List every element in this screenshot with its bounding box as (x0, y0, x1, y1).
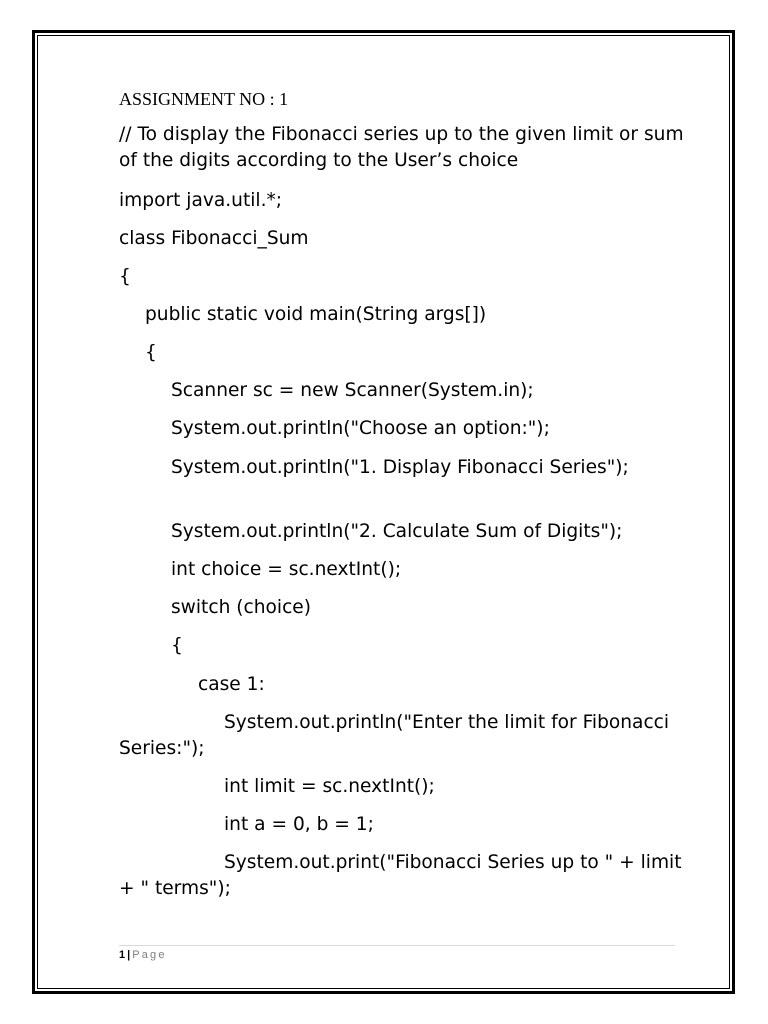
code-line-import: import java.util.*; (119, 190, 283, 211)
code-line-case1: case 1: (198, 674, 265, 695)
code-line-open-brace-main: { (145, 342, 157, 363)
code-line-switch: switch (choice) (171, 597, 311, 618)
code-line-println-limit: System.out.println("Enter the limit for Fibonacci Series:"); (119, 712, 670, 759)
code-comment: // To display the Fibonacci series up to the given limit or sum of the digits according to the User’s choice (119, 124, 684, 171)
page-border-inner (37, 35, 730, 989)
code-line-choice: int choice = sc.nextInt(); (171, 559, 402, 580)
code-line-limit: int limit = sc.nextInt(); (224, 776, 435, 797)
code-line-println-option1: System.out.println("1. Display Fibonacci Series"); (171, 457, 629, 478)
code-line-open-brace-switch: { (171, 635, 183, 656)
code-line-ab: int a = 0, b = 1; (224, 814, 374, 835)
page-number: 1 (119, 949, 126, 961)
page-footer (119, 948, 167, 962)
code-line-scanner: Scanner sc = new Scanner(System.in); (171, 380, 534, 401)
code-line-main: public static void main(String args[]) (145, 304, 487, 325)
code-line-class: class Fibonacci_Sum (119, 228, 309, 249)
code-line-println-choose: System.out.println("Choose an option:"); (171, 418, 550, 439)
code-line-println-option2: System.out.println("2. Calculate Sum of Digits"); (171, 521, 623, 542)
code-line-open-brace-class: { (119, 266, 131, 287)
assignment-heading: ASSIGNMENT NO : 1 (119, 89, 289, 109)
footer-separator: | (127, 949, 131, 961)
footer-divider (119, 945, 675, 946)
code-line-print-series: System.out.print("Fibonacci Series up to " + limit + " terms"); (119, 852, 682, 899)
page-label: Page (132, 949, 167, 961)
